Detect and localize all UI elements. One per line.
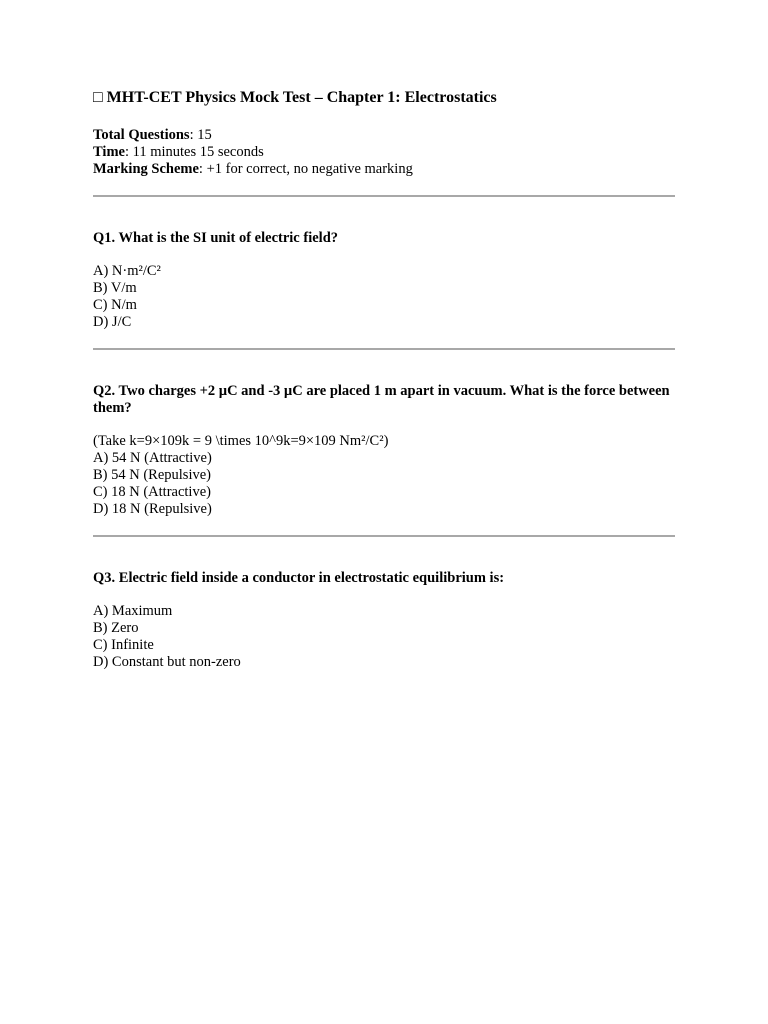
- divider: [93, 195, 675, 197]
- option-d: D) J/C: [93, 314, 132, 330]
- question-note: (Take k=9×109k = 9 \times 10^9k=9×109 Nm²/C²): [93, 433, 389, 449]
- option-c: C) 18 N (Attractive): [93, 484, 211, 500]
- option-a: A) N·m²/C²: [93, 263, 161, 279]
- option-c: C) N/m: [93, 297, 137, 313]
- meta-label: Total Questions: [93, 127, 190, 143]
- option-b: B) Zero: [93, 620, 139, 636]
- option-c: C) Infinite: [93, 637, 154, 653]
- meta-value: : 15: [189, 127, 212, 143]
- meta-time: [93, 144, 675, 161]
- meta-label: Marking Scheme: [93, 161, 199, 177]
- divider: [93, 535, 675, 537]
- meta-total-questions: [93, 127, 675, 144]
- title-icon: □: [93, 89, 103, 106]
- meta-value: : +1 for correct, no negative marking: [198, 161, 413, 177]
- question-1: [93, 230, 675, 350]
- meta-label: Time: [93, 144, 125, 160]
- question-text: Q2. Two charges +2 µC and -3 µC are placed 1 m apart in vacuum. What is the force between them?: [93, 383, 670, 416]
- option-b: B) 54 N (Repulsive): [93, 467, 211, 483]
- meta-value: : 11 minutes 15 seconds: [124, 144, 264, 160]
- option-a: A) 54 N (Attractive): [93, 450, 212, 466]
- option-d: D) 18 N (Repulsive): [93, 501, 212, 517]
- options-list: [93, 263, 675, 331]
- question-2: [93, 383, 675, 537]
- page-title: [93, 88, 675, 108]
- options-list: [93, 603, 675, 671]
- option-d: D) Constant but non-zero: [93, 654, 241, 670]
- test-info: [93, 127, 675, 178]
- option-b: B) V/m: [93, 280, 137, 296]
- divider: [93, 348, 675, 350]
- meta-marking-scheme: [93, 161, 675, 178]
- question-3: [93, 570, 675, 671]
- title-text: MHT-CET Physics Mock Test – Chapter 1: Electrostatics: [106, 89, 497, 106]
- option-a: A) Maximum: [93, 603, 173, 619]
- options-list: [93, 450, 675, 518]
- question-text: Q1. What is the SI unit of electric field?: [93, 230, 339, 246]
- question-text: Q3. Electric field inside a conductor in electrostatic equilibrium is:: [93, 570, 505, 586]
